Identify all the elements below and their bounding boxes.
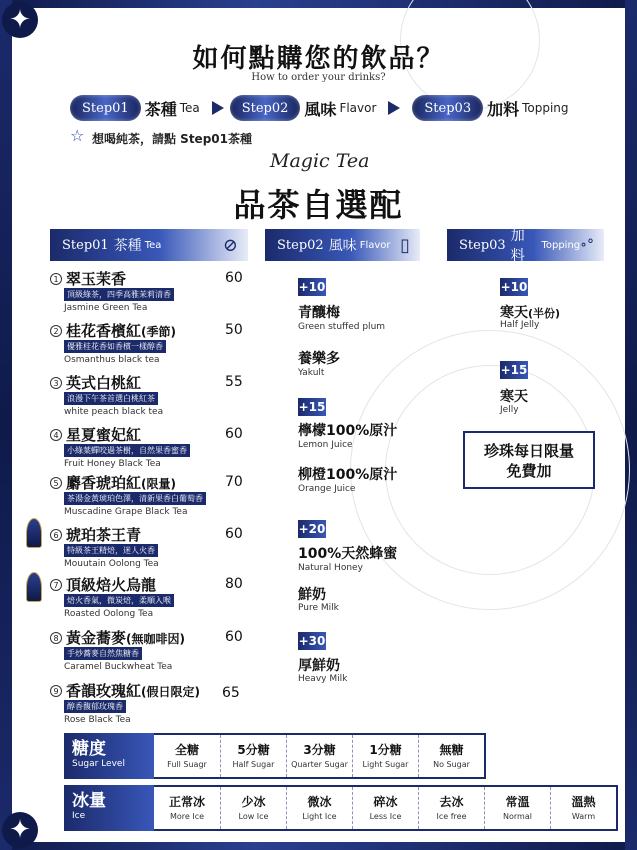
item-number: 2: [50, 325, 62, 337]
item-number: 1: [50, 273, 62, 285]
tea-name-en: Caramel Buckwheat Tea: [64, 662, 173, 672]
ice-option[interactable]: [286, 787, 352, 829]
topping-name: [500, 386, 528, 406]
column-en: Topping: [541, 239, 581, 251]
topping-name-text[interactable]: 寒天: [500, 305, 528, 321]
tea-price: 70: [225, 474, 243, 490]
pearl-note-line2: 免費加: [506, 462, 552, 480]
tea-name-en: Osmanthus black tea: [64, 355, 160, 365]
tea-price: 60: [225, 270, 243, 286]
tea-name-text: 頂級焙火烏龍: [66, 576, 157, 594]
tea-description: 頂級綠茶，四季高雅茉莉清香: [64, 288, 174, 301]
item-number: 3: [50, 377, 62, 389]
tea-name: [66, 320, 176, 341]
option-en: More Ice: [169, 812, 205, 821]
award-medal-icon: [26, 518, 42, 548]
step-label-zh: 風味: [304, 99, 337, 119]
award-medal-icon: [26, 572, 42, 602]
option-en: Light Sugar: [362, 760, 409, 769]
flavor-name[interactable]: 鮮奶: [298, 587, 326, 603]
flavor-name-en: Lemon Juice: [298, 440, 353, 450]
tea-name-text: 英式白桃紅: [66, 374, 142, 392]
tea-name-text: 香韻玫瑰紅: [66, 682, 142, 700]
tea-name-en: Fruit Honey Black Tea: [64, 459, 161, 469]
cup-icon: ▯: [400, 234, 410, 256]
page-subtitle: How to order your drinks?: [251, 72, 386, 83]
ice-option[interactable]: [220, 787, 286, 829]
tea-item[interactable]: [50, 524, 260, 576]
price-tag: +10: [500, 280, 528, 294]
sugar-label-zh: 糖度: [72, 739, 106, 759]
column-en: Tea: [144, 239, 162, 251]
item-number: 7: [50, 579, 62, 591]
step-pill-2: Step02: [230, 95, 301, 121]
option-en: No Sugar: [433, 760, 470, 769]
tea-leaf-icon: ⊘: [222, 234, 238, 256]
tea-name-en: white peach black tea: [64, 407, 164, 417]
flavor-name[interactable]: 養樂多: [298, 351, 340, 367]
ice-option[interactable]: [550, 787, 616, 829]
option-zh: 正常冰: [168, 795, 205, 809]
tea-name: [66, 627, 185, 648]
option-en: Quarter Sugar: [291, 760, 348, 769]
flavor-name-en: Yakult: [298, 368, 325, 378]
flavor-name-en: Pure Milk: [298, 603, 339, 613]
option-zh: 全糖: [174, 743, 199, 757]
topping-name-text[interactable]: 寒天: [500, 389, 528, 405]
tea-description: 小綠葉蟬咬過茶樹，自然果香蜜香: [64, 444, 190, 457]
brand-name-en: Magic Tea: [270, 150, 370, 172]
tea-price: 60: [225, 426, 243, 442]
step-label-en: Tea: [179, 101, 200, 115]
ice-level-label: [64, 785, 154, 831]
ice-option[interactable]: [154, 787, 220, 829]
pearl-note-line1: 珍珠每日限量: [483, 442, 574, 460]
tea-name-en: Rose Black Tea: [64, 715, 131, 725]
option-en: Light Ice: [302, 812, 337, 821]
sparkle-star-icon: ✦: [2, 2, 38, 38]
tea-name: [66, 424, 141, 445]
tea-name-text: 桂花香檳紅: [66, 322, 142, 340]
brand-name-zh: 品茶自選配: [233, 186, 404, 224]
ice-option[interactable]: [418, 787, 484, 829]
price-tag: +15: [298, 400, 326, 414]
column-header-flavor: [265, 229, 420, 261]
flavor-name[interactable]: 厚鮮奶: [298, 658, 340, 674]
topping-name: [500, 302, 560, 322]
option-zh: 少冰: [241, 795, 266, 809]
tea-price: 60: [225, 629, 243, 645]
frame-left: [0, 0, 12, 850]
sugar-option[interactable]: [220, 735, 286, 777]
item-number: 9: [50, 685, 62, 697]
step-label-zh: 加料: [487, 99, 520, 119]
tea-description: 優雅桂花香如香檳一樣醇香: [64, 340, 166, 353]
sugar-option[interactable]: [352, 735, 418, 777]
tea-item[interactable]: [50, 680, 260, 732]
tea-name: [66, 268, 126, 289]
tea-description: 手炒蕎麥自然焦糖香: [64, 647, 142, 660]
tea-item[interactable]: [50, 320, 260, 372]
flavor-name[interactable]: 檸檬100%原汁: [298, 423, 398, 439]
frame-bottom: [0, 842, 637, 850]
flavor-name-en: Natural Honey: [298, 563, 363, 573]
flavor-name[interactable]: 青釀梅: [298, 305, 340, 321]
tea-item[interactable]: [50, 372, 260, 424]
sugar-option[interactable]: [286, 735, 352, 777]
tea-note: (限量): [141, 477, 176, 491]
option-zh: 溫熱: [571, 795, 596, 809]
ice-label-zh: 冰量: [72, 791, 106, 811]
price-tag: +20: [298, 522, 326, 536]
page-title: 如何點購您的飲品？: [192, 44, 445, 74]
tea-price: 55: [225, 374, 243, 390]
tea-name-text: 星夏蜜妃紅: [66, 426, 142, 444]
tea-description: 浪漫下午茶首選白桃紅茶: [64, 392, 158, 405]
option-en: Normal: [503, 812, 532, 821]
price-tag: +30: [298, 634, 326, 648]
item-number: 6: [50, 529, 62, 541]
option-zh: 微冰: [307, 795, 332, 809]
sugar-option[interactable]: [154, 735, 220, 777]
flavor-name-en: Green stuffed plum: [298, 322, 386, 332]
sugar-level-label: [64, 733, 154, 779]
pearl-note-box: [463, 431, 595, 489]
price-tag: +10: [298, 280, 326, 294]
option-zh: 3分糖: [303, 743, 336, 757]
item-number: 8: [50, 632, 62, 644]
flavor-name[interactable]: 100%天然蜂蜜: [298, 546, 398, 562]
tea-description: 茶湯金黃琥珀色澤，清新果香白葡萄香: [64, 492, 206, 505]
tea-name: [66, 524, 141, 545]
tea-name-text: 黃金蕎麥: [66, 629, 127, 647]
tea-note: (季節): [141, 325, 176, 339]
tea-name: [66, 472, 176, 493]
column-zh: 風味: [328, 238, 357, 254]
column-step: Step02: [277, 237, 324, 253]
topping-name-en: Jelly: [500, 405, 519, 415]
column-header-tea: [50, 229, 248, 261]
frame-right: [625, 0, 637, 850]
ice-options: [154, 785, 618, 831]
column-step: Step01: [62, 237, 109, 253]
option-en: Low Ice: [238, 812, 269, 821]
step-pill-3: Step03: [412, 95, 483, 121]
tea-price: 50: [225, 322, 243, 338]
option-en: Half Sugar: [232, 760, 275, 769]
column-zh: 加料: [510, 228, 525, 264]
tea-price: 60: [225, 526, 243, 542]
item-number: 4: [50, 429, 62, 441]
sparkle-star-icon: ✦: [2, 812, 38, 848]
tea-name-text: 麝香琥珀紅: [66, 474, 142, 492]
tea-item[interactable]: [50, 627, 260, 679]
tea-name-en: Mouutain Oolong Tea: [64, 559, 159, 569]
column-step: Step03: [459, 237, 506, 253]
flavor-name-en: Orange Juice: [298, 484, 356, 494]
step-label-en: Topping: [522, 101, 569, 115]
ice-label-en: Ice: [72, 811, 86, 821]
tea-item[interactable]: [50, 574, 260, 626]
bubbles-icon: ∘°: [580, 237, 594, 253]
option-en: Less Ice: [369, 812, 402, 821]
tea-name: [66, 574, 156, 595]
option-en: Warm: [571, 812, 596, 821]
tea-description: 特級茶王精焙，迷人火香: [64, 544, 158, 557]
tea-name-en: Muscadine Grape Black Tea: [64, 507, 188, 517]
tea-item[interactable]: [50, 424, 260, 476]
tea-name-text: 翠玉茉香: [66, 270, 127, 288]
option-en: Ice free: [436, 812, 467, 821]
tea-name: [66, 680, 200, 701]
sugar-level-row: [64, 733, 486, 779]
tea-price: 80: [225, 576, 243, 592]
item-number: 5: [50, 477, 62, 489]
option-zh: 5分糖: [237, 743, 270, 757]
topping-note: (半份): [528, 307, 561, 320]
flavor-name[interactable]: 柳橙100%原汁: [298, 467, 398, 483]
option-zh: 1分糖: [369, 743, 402, 757]
tea-name-en: Roasted Oolong Tea: [64, 609, 154, 619]
column-header-topping: [447, 228, 604, 264]
tea-name-en: Jasmine Green Tea: [64, 303, 148, 313]
option-zh: 去冰: [439, 795, 464, 809]
sugar-options: [154, 733, 486, 779]
steps-row: [70, 95, 569, 121]
ice-level-row: [64, 785, 618, 831]
arrow-right-icon: [388, 101, 400, 115]
tea-note: (無咖啡因): [126, 632, 185, 646]
tea-name-text: 琥珀茶王青: [66, 526, 142, 544]
price-tag: +15: [500, 363, 528, 377]
option-en: Full Suagr: [167, 760, 207, 769]
sugar-label-en: Sugar Level: [72, 759, 125, 769]
tea-note: (假日限定): [141, 685, 200, 699]
tea-name: [66, 372, 141, 393]
hint-text: 想喝純茶，請點 Step01茶種: [92, 132, 252, 146]
flavor-name-en: Heavy Milk: [298, 674, 348, 684]
column-zh: 茶種: [113, 238, 142, 254]
arrow-right-icon: [212, 101, 224, 115]
frame-top: [0, 0, 637, 8]
option-zh: 無糖: [439, 743, 464, 757]
sugar-option[interactable]: [418, 735, 484, 777]
column-en: Flavor: [359, 239, 391, 251]
tea-item[interactable]: [50, 472, 260, 524]
ice-option[interactable]: [352, 787, 418, 829]
step-pill-1: Step01: [70, 95, 141, 121]
outline-star-icon: ☆: [70, 126, 85, 145]
tea-item[interactable]: [50, 268, 260, 320]
tea-description: 醇香馥郁玫瑰香: [64, 700, 126, 713]
tea-description: 焙火香氣，微炭焙，柔順入喉: [64, 594, 174, 607]
tea-price: 65: [222, 685, 240, 701]
option-zh: 碎冰: [373, 795, 398, 809]
ice-option[interactable]: [484, 787, 550, 829]
topping-name-en: Half Jelly: [500, 320, 540, 330]
step-label-en: Flavor: [339, 101, 377, 115]
option-zh: 常溫: [505, 795, 530, 809]
step-label-zh: 茶種: [144, 99, 177, 119]
